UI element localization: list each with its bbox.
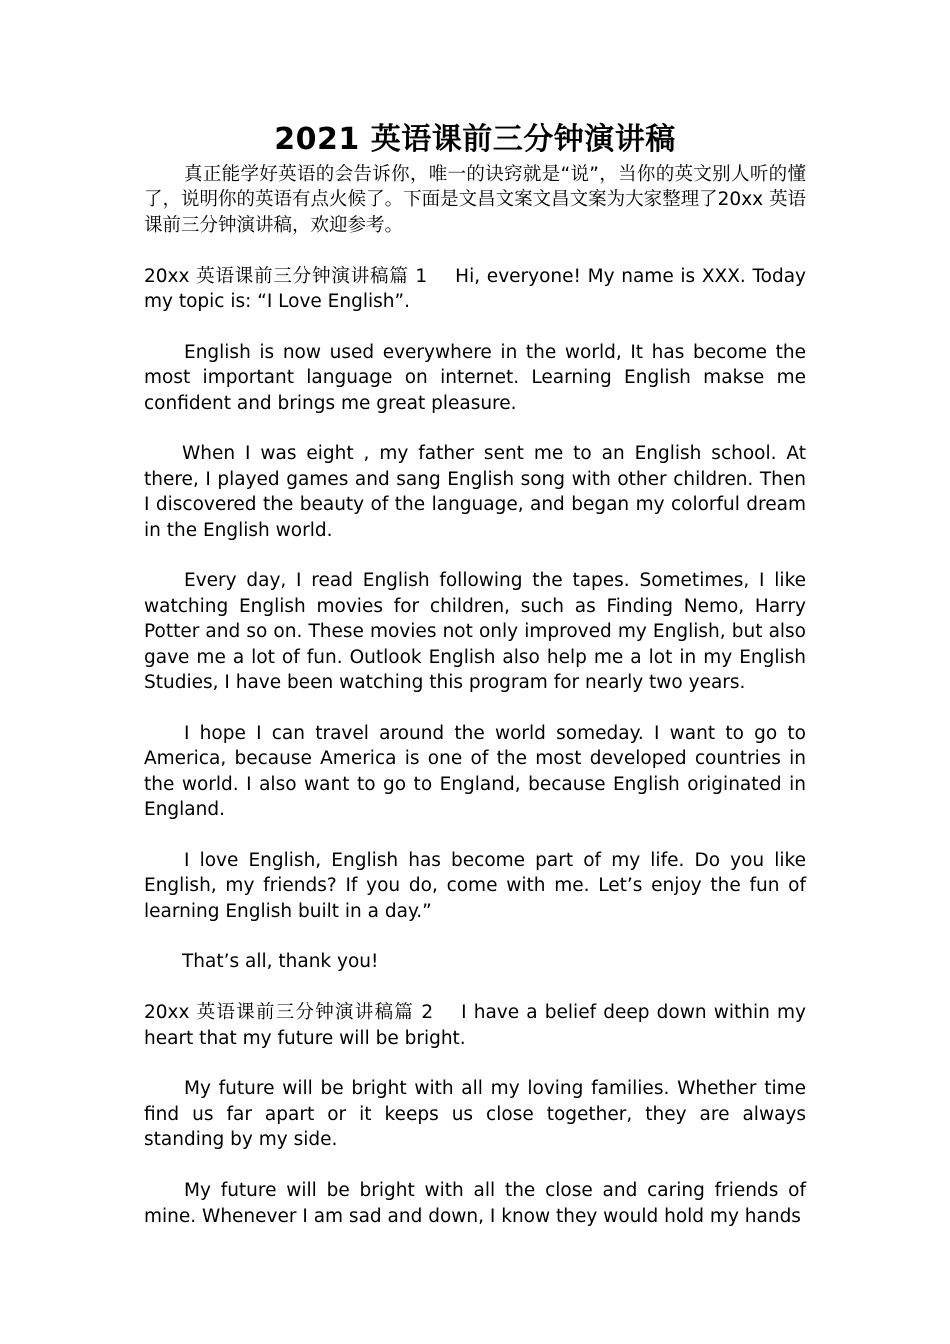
document-page xyxy=(144,118,806,1229)
paragraph: English is now used everywhere in the world, It has become the most important language on internet. Learning English makse me confident and brings me great pleasure. xyxy=(144,341,806,414)
paragraph: Every day, I read English following the tapes. Sometimes, I like watching English movies for children, such as Finding Nemo, Harry Potter and so on. These movies not only improved my English, but also gave me a lot of fun. Outlook English also help me a lot in my English Studies, I have been watching this program for nearly two years. xyxy=(144,570,806,694)
paragraph: I love English, English has become part of my life. Do you like English, my friends? If you do, come with me. Let’s enjoy the fun of learning English built in a day.” xyxy=(144,849,806,922)
closing-line: That’s all, thank you! xyxy=(182,951,379,973)
intro-paragraph: 真正能学好英语的会告诉你，唯一的诀窍就是“说”，当你的英文别人听的懂了，说明你的英语有点火候了。下面是文昌文案文昌文案为大家整理了20xx 英语课前三分钟演讲稿，欢迎参考。 xyxy=(144,164,806,236)
section-1-heading: 20xx 英语课前三分钟演讲稿篇 1 xyxy=(144,265,428,287)
paragraph: My future will be bright with all my loving families. Whether time find us far apart or it keeps us close together, they are always standing by my side. xyxy=(144,1078,806,1151)
section-1-first-line: Hi, everyone! My name is XXX. Today my topic is: “I Love English”. xyxy=(144,265,806,313)
section-2-opening xyxy=(144,1000,806,1051)
section-2-first-line: I have a belief deep down within my heart that my future will be bright. xyxy=(144,1002,806,1049)
paragraph: When I was eight , my father sent me to an English school. At there, I played games and sang English song with other children. Then I discovered the beauty of the language, and began my colorful dream in the English world. xyxy=(144,443,806,541)
section-1-opening xyxy=(144,264,806,315)
paragraph: My future will be bright with all the close and caring friends of mine. Whenever I am sad and down, I know they would hold my hands xyxy=(144,1180,806,1227)
document-title: 2021 英语课前三分钟演讲稿 xyxy=(274,122,676,157)
section-2-heading: 20xx 英语课前三分钟演讲稿篇 2 xyxy=(144,1002,434,1024)
paragraph: I hope I can travel around the world someday. I want to go to America, because America is one of the most developed countries in the world. I also want to go to England, because English originated in England. xyxy=(144,722,806,821)
